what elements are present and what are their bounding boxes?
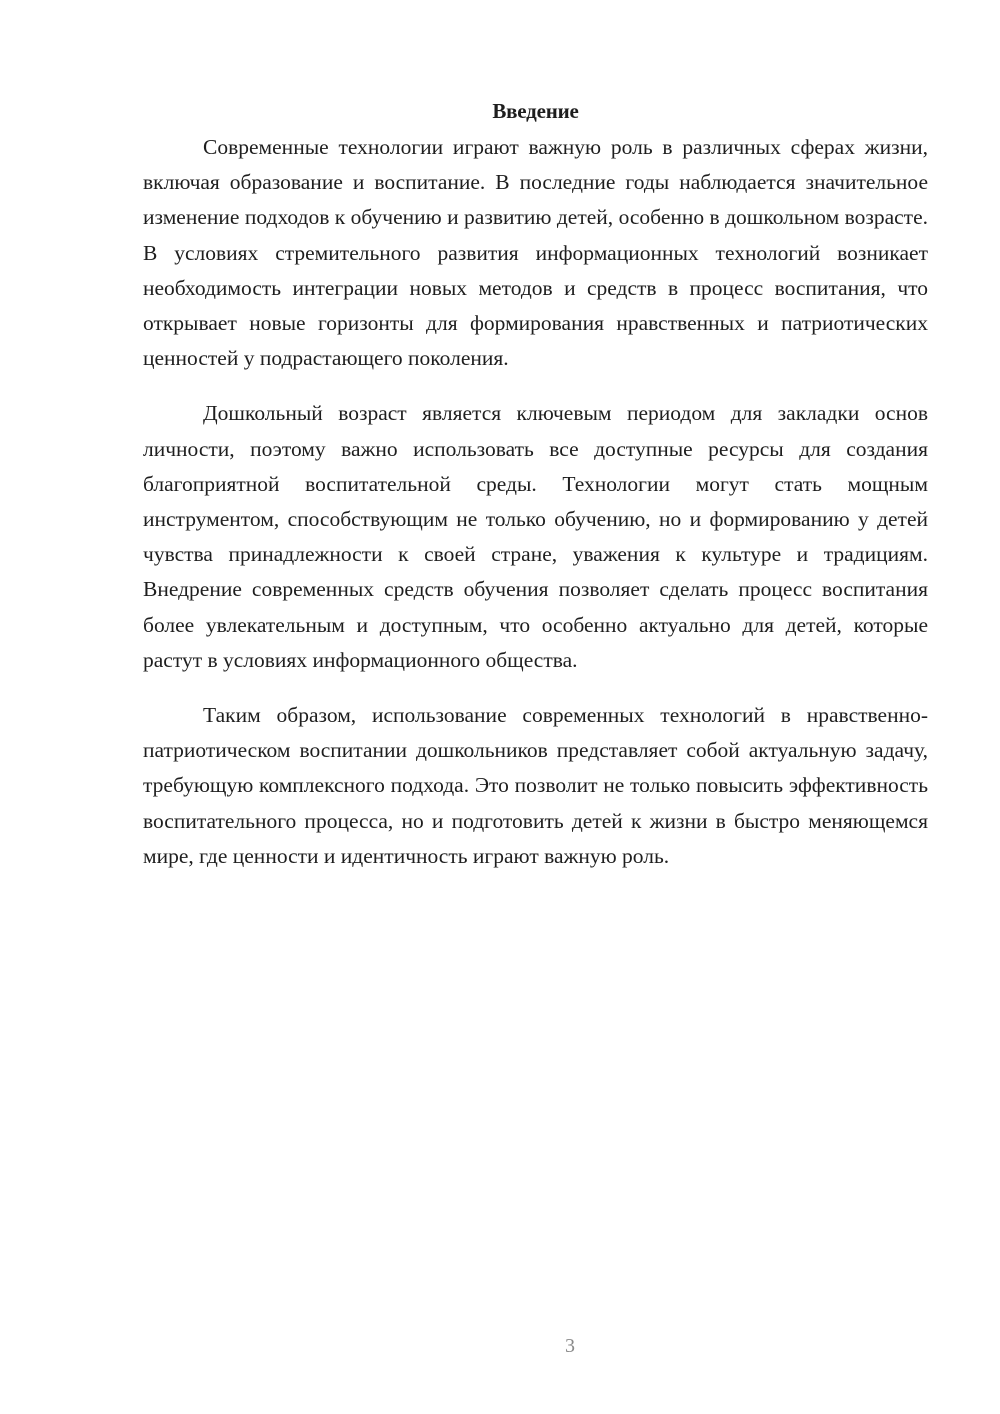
paragraph-conclusion: Таким образом, использование современных технологий в нравственно-патриотическом воспитании дошкольников представляет собой актуальную задачу, требующую комплексного подхода. Это позволит не только повысить эффективность воспитательного процесса, но и подготовить детей к жизни в быстро меняющемся мире, где ценности и идентичность играют важную роль.	[143, 703, 928, 868]
page-content	[143, 96, 928, 874]
paragraph-preschool-age: Дошкольный возраст является ключевым периодом для закладки основ личности, поэтому важно использовать все доступные ресурсы для создания благоприятной воспитательной среды. Технологии могут стать мощным инструментом, способствующим не только обучению, но и формированию у детей чувства принадлежности к своей стране, уважения к культуре и традициям. Внедрение современных средств обучения позволяет сделать процесс воспитания более увлекательным и доступным, что особенно актуально для детей, которые растут в условиях информационного общества.	[143, 401, 928, 672]
page-number: 3	[565, 1335, 575, 1357]
paragraph-intro: Современные технологии играют важную роль в различных сферах жизни, включая образование и воспитание. В последние годы наблюдается значительное изменение подходов к обучению и развитию детей, особенно в дошкольном возрасте. В условиях стремительного развития информационных технологий возникает необходимость интеграции новых методов и средств в процесс воспитания, что открывает новые горизонты для формирования нравственных и патриотических ценностей у подрастающего поколения.	[143, 135, 928, 371]
section-heading: Введение	[492, 99, 579, 123]
